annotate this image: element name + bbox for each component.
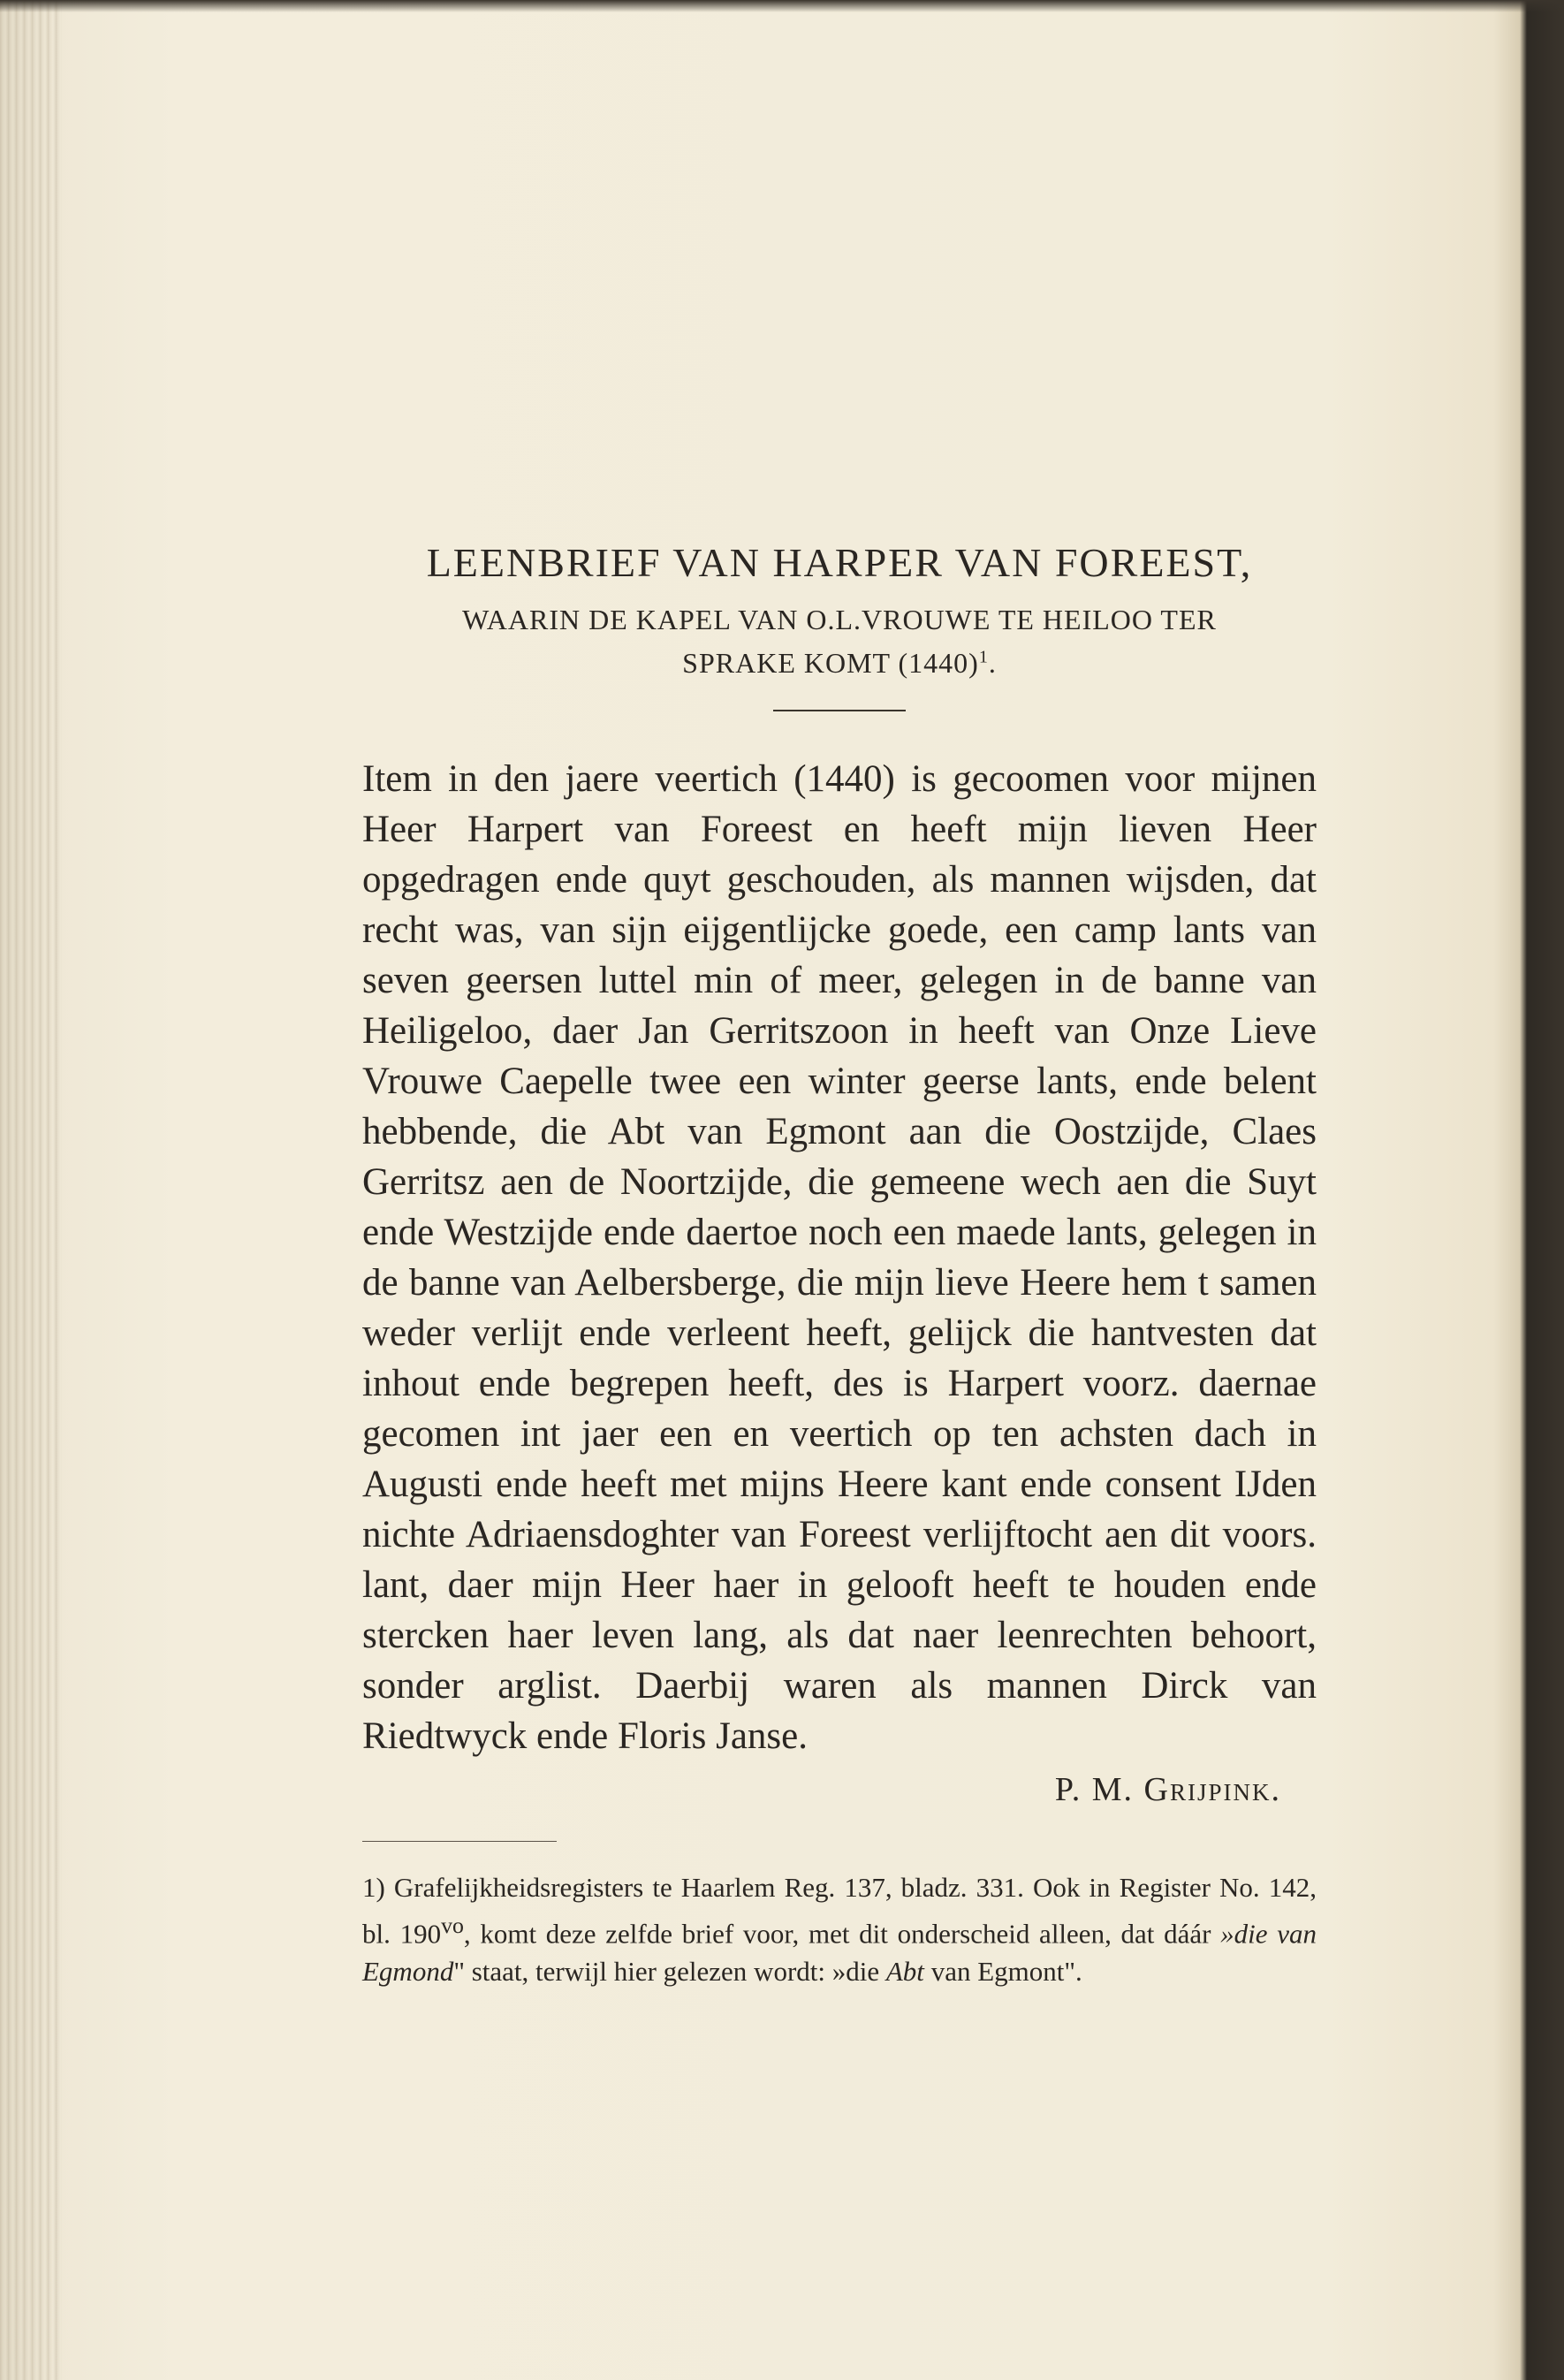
footnote-part-4: van Egmont". xyxy=(923,1956,1082,1988)
body-paragraph: Item in den jaere veertich (1440) is gecoomen voor mijnen Heer Harpert van Foreest en heeft mijn lieven Heer opgedragen ende quyt geschouden, als mannen wijsden, dat recht was, van sijn eijgentlijcke goede, een camp lants van seven geersen luttel min of meer, gelegen in de banne van Heiligeloo, daer Jan Gerritszoon in heeft van Onze Lieve Vrouwe Caepelle twee een winter geerse lants, ende belent hebbende, die Abt van Egmont aan die Oostzijde, Claes Gerritsz aen de Noortzijde, die gemeene wech aen die Suyt ende Westzijde ende daertoe noch een maede lants, gelegen in de banne van Aelbersberge, die mijn lieve Heere hem t samen weder verlijt ende verleent heeft, gelijck die hantvesten dat inhout ende begrepen heeft, des is Harpert voorz. daernae gecomen int jaer een en veertich op ten achsten dach in Augusti ende heeft met mijns Heere kant ende consent IJden nichte Adriaensdoghter van Foreest verlijftocht aen dit voors. lant, daer mijn Heer haer in gelooft heeft te houden ende stercken haer leven lang, als dat naer leenrechten behoort, sonder arglist. Daerbij waren als mannen Dirck van Riedtwyck ende Floris Janse. xyxy=(362,758,1317,1757)
footnote-part-2: , komt deze zelfde brief voor, met dit onderscheid alleen, dat dáár xyxy=(463,1918,1221,1950)
footnote xyxy=(362,1868,1317,1990)
footnote-rule xyxy=(362,1841,557,1842)
title-line-2: WAARIN DE KAPEL VAN O.L.VROUWE TE HEILOO TER xyxy=(462,604,1217,635)
title-line-3 xyxy=(362,647,1317,680)
footnote-sup-vo: vo xyxy=(441,1912,464,1938)
title-line-3-end: . xyxy=(988,647,997,679)
signature: P. M. Grijpink. xyxy=(1054,1771,1281,1808)
top-shadow xyxy=(0,0,1564,12)
footnote-marker: 1 xyxy=(978,647,989,667)
footnote-part-3: " staat, terwijl hier gelezen wordt: »die xyxy=(453,1956,886,1988)
title-line-3-text: SPRAKE KOMT (1440) xyxy=(682,647,979,679)
title-rule xyxy=(773,710,906,711)
text-block xyxy=(362,539,1317,1990)
footnote-part-1: 1) Grafelijkheidsregisters te Haarlem Reg. 137, bladz. 331. Ook in Register No. 142, bl. 190 xyxy=(362,1872,1317,1950)
title-line-1: LEENBRIEF VAN HARPER VAN FOREEST, xyxy=(426,540,1253,585)
stacked-page-edges xyxy=(0,0,62,2380)
footnote-quote-egmond: »die van Egmond xyxy=(362,1918,1317,1988)
footnote-abt: Abt xyxy=(885,1956,924,1988)
